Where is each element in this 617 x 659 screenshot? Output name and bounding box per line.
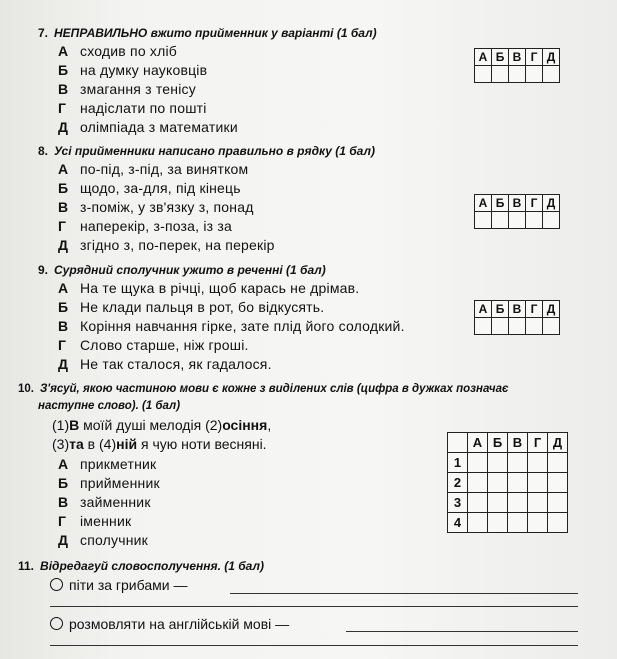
answer-grid-q8 [474, 194, 560, 229]
answer-cell[interactable] [488, 493, 508, 513]
answer-cell[interactable] [492, 212, 509, 229]
answer-cell[interactable] [468, 513, 488, 533]
answer-option: Г надіслати по пошті [58, 100, 207, 116]
answer-option: Г Слово старше, ніж гроші. [58, 337, 249, 353]
question-11-header [18, 559, 264, 573]
answer-cell[interactable] [475, 212, 492, 229]
answer-option: В Коріння навчання гірке, зате плід його солодкий. [58, 318, 405, 334]
question-points: (1 бал) [336, 26, 377, 40]
question-title-continued: наступне слово). [38, 400, 139, 412]
question-9-header [38, 263, 326, 277]
answer-option: Д Не так сталося, як гадалося. [58, 356, 272, 372]
answer-cell[interactable] [526, 318, 543, 335]
answer-cell[interactable] [548, 453, 568, 473]
grid-header-cell: А [475, 195, 492, 212]
answer-option: А На те щука в річці, щоб карась не дрімав. [58, 280, 360, 296]
answer-cell[interactable] [468, 473, 488, 493]
answer-option: Д сполучник [58, 532, 148, 548]
grid-header-cell: Д [543, 301, 560, 318]
edit-item-text: піти за грибами — [69, 577, 188, 593]
answer-cell[interactable] [526, 66, 543, 83]
question-8-header [38, 144, 375, 158]
grid-header-cell: Г [526, 49, 543, 66]
answer-cell[interactable] [475, 66, 492, 83]
question-number: 11. [18, 559, 35, 573]
answer-cell[interactable] [509, 318, 526, 335]
answer-option: А по-під, з-під, за винятком [58, 161, 249, 177]
answer-line[interactable] [50, 606, 578, 607]
question-number: 8. [38, 144, 49, 158]
answer-cell[interactable] [492, 318, 509, 335]
edit-item [50, 616, 289, 632]
grid-header-cell: Б [492, 49, 509, 66]
grid-row-label: 4 [448, 513, 468, 533]
answer-cell[interactable] [509, 66, 526, 83]
answer-cell[interactable] [488, 513, 508, 533]
answer-option: В займенник [58, 494, 151, 510]
question-title: НЕПРАВИЛЬНО вжито прийменник у варіанті [54, 26, 334, 40]
grid-header-cell: Д [543, 195, 560, 212]
answer-cell[interactable] [508, 493, 528, 513]
answer-option: А сходив по хліб [58, 43, 177, 59]
answer-cell[interactable] [548, 513, 568, 533]
sentence-line-2: (3)та в (4)ній я чую ноти весняні. [52, 436, 267, 452]
answer-cell[interactable] [543, 212, 560, 229]
answer-option: Д згідно з, по-перек, на перекір [58, 237, 275, 253]
answer-option: В з-поміж, у зв'язку з, понад [58, 199, 254, 215]
grid-row-label: 2 [448, 473, 468, 493]
grid-header-cell: В [509, 301, 526, 318]
question-title: Усі прийменники написано правильно в рядку [54, 144, 332, 158]
answer-cell[interactable] [528, 513, 548, 533]
answer-cell[interactable] [508, 473, 528, 493]
answer-option: Г іменник [58, 513, 132, 529]
answer-cell[interactable] [492, 66, 509, 83]
answer-line[interactable] [230, 593, 578, 594]
question-number: 9. [38, 263, 49, 277]
answer-cell[interactable] [543, 66, 560, 83]
answer-cell[interactable] [468, 453, 488, 473]
sentence-line-1: (1)В моїй душі мелодія (2)осіння, [52, 417, 272, 433]
grid-header-cell: В [509, 195, 526, 212]
answer-cell[interactable] [509, 212, 526, 229]
grid-header-cell: Б [488, 433, 508, 453]
grid-corner-cell [448, 433, 468, 453]
question-points: (1 бал) [335, 144, 375, 158]
question-title: Сурядний сполучник ужито в реченні [54, 263, 283, 277]
answer-cell[interactable] [475, 318, 492, 335]
grid-header-cell: А [475, 301, 492, 318]
highlighted-word: та [69, 436, 84, 452]
answer-option: Б щодо, за-для, під кінець [58, 180, 241, 196]
answer-option: Г наперекір, з-поза, із за [58, 218, 232, 234]
answer-option: Б прийменник [58, 475, 160, 491]
answer-line[interactable] [346, 631, 578, 632]
grid-header-cell: Г [526, 195, 543, 212]
answer-option: Б на думку науковців [58, 62, 208, 78]
answer-option: Д олімпіада з математики [58, 119, 238, 135]
answer-cell[interactable] [508, 513, 528, 533]
answer-cell[interactable] [543, 318, 560, 335]
answer-cell[interactable] [526, 212, 543, 229]
grid-header-cell: Д [543, 49, 560, 66]
edit-item-text: розмовляти на англійській мові — [69, 616, 290, 632]
circle-icon [50, 578, 63, 591]
grid-header-cell: А [468, 433, 488, 453]
question-title: Відредагуй словосполучення. [40, 559, 221, 573]
highlighted-word: осіння [222, 417, 268, 433]
grid-header-cell: Г [528, 433, 548, 453]
answer-grid-q7 [474, 48, 560, 83]
answer-grid-q10 [447, 432, 568, 533]
grid-row-label: 3 [448, 493, 468, 513]
answer-cell[interactable] [548, 493, 568, 513]
grid-header-cell: А [475, 49, 492, 66]
circle-icon [50, 617, 63, 630]
answer-line[interactable] [50, 645, 578, 646]
question-points: (1 бал) [141, 400, 181, 412]
highlighted-word: В [69, 417, 80, 433]
highlighted-word: ній [116, 436, 138, 452]
answer-cell[interactable] [548, 473, 568, 493]
answer-grid-q9 [474, 300, 560, 335]
answer-cell[interactable] [508, 453, 528, 473]
answer-cell[interactable] [468, 493, 488, 513]
grid-header-cell: Б [492, 195, 509, 212]
question-7-header [38, 26, 377, 40]
question-10-header-line2 [38, 400, 180, 412]
question-points: (1 бал) [286, 263, 326, 277]
question-points: (1 бал) [224, 559, 264, 573]
answer-option: А прикметник [58, 456, 157, 472]
grid-row-label: 1 [448, 453, 468, 473]
edit-item [50, 577, 187, 593]
answer-cell[interactable] [528, 453, 548, 473]
answer-option: Б Не клади пальця в рот, бо відкусять. [58, 299, 325, 315]
grid-header-cell: Б [492, 301, 509, 318]
answer-cell[interactable] [488, 453, 508, 473]
question-number: 10. [18, 383, 34, 395]
answer-cell[interactable] [488, 473, 508, 493]
answer-cell[interactable] [528, 493, 548, 513]
grid-header-cell: Д [548, 433, 568, 453]
grid-header-cell: В [508, 433, 528, 453]
answer-option: В змагання з тенісу [58, 81, 196, 97]
question-number: 7. [38, 26, 49, 40]
grid-header-cell: Г [526, 301, 543, 318]
question-10-header [18, 383, 509, 395]
answer-cell[interactable] [528, 473, 548, 493]
question-title: З'ясуй, якою частиною мови є кожне з виділених слів (цифра в дужках позначає [40, 383, 509, 395]
grid-header-cell: В [509, 49, 526, 66]
